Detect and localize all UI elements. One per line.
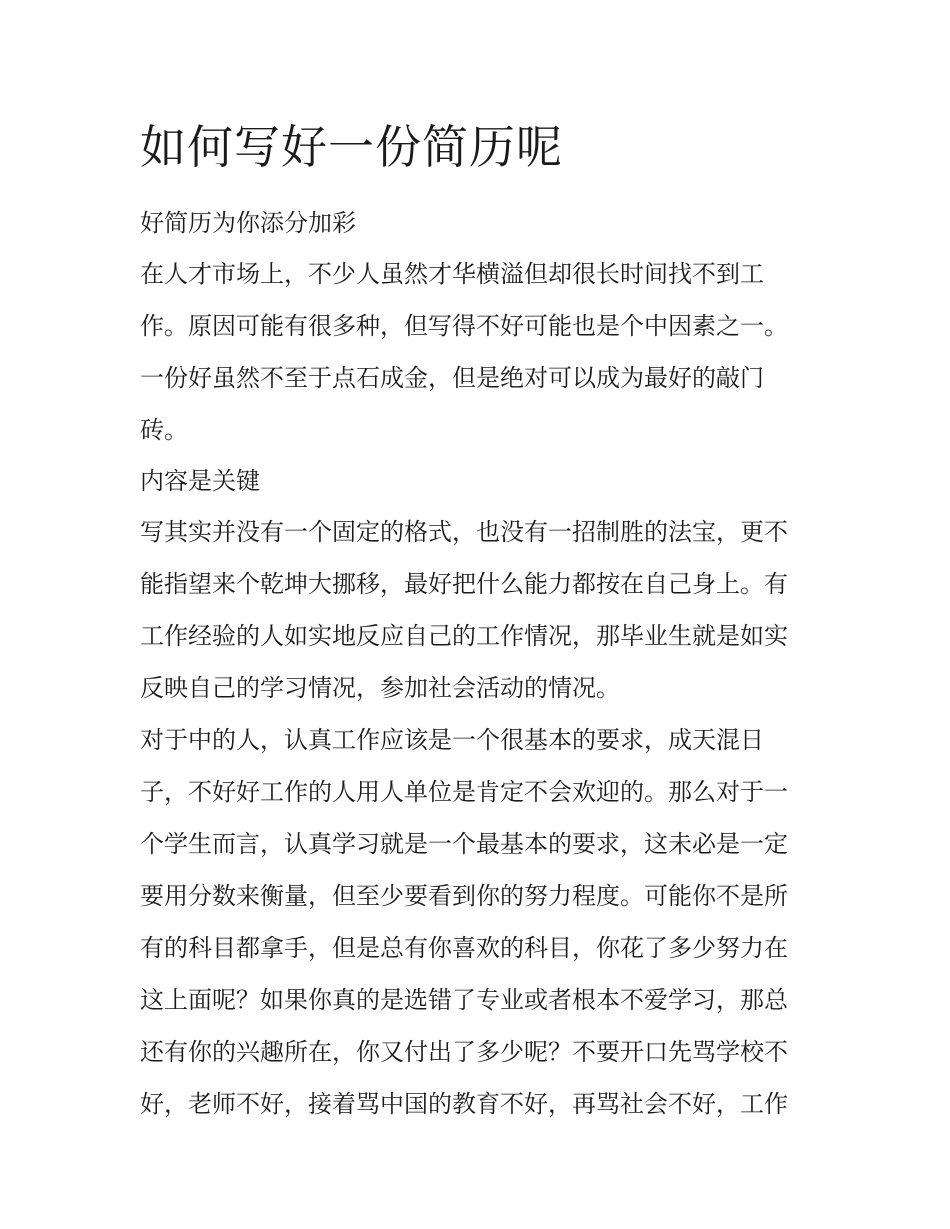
text-line: 还有你的兴趣所在，你又付出了多少呢？不要开口先骂学校不 [140, 1038, 788, 1066]
text-line: 好，老师不好，接着骂中国的教育不好，再骂社会不好，工作 [140, 1090, 788, 1118]
document-title: 如何写好一份简历呢 [140, 120, 563, 174]
text-line: 能指望来个乾坤大挪移，最好把什么能力都按在自己身上。有 [140, 570, 788, 598]
section-heading: 好简历为你添分加彩 [140, 209, 356, 237]
text-line: 作。原因可能有很多种，但写得不好可能也是个中因素之一。 [140, 312, 788, 340]
text-line: 工作经验的人如实地反应自己的工作情况，那毕业生就是如实 [140, 622, 788, 650]
paragraph [140, 714, 815, 1130]
text-line: 对于中的人，认真工作应该是一个很基本的要求，成天混日 [140, 726, 764, 754]
section-heading: 内容是关键 [140, 467, 260, 495]
text-line: 砖。 [140, 416, 188, 444]
text-line: 在人才市场上，不少人虽然才华横溢但却很长时间找不到工 [140, 260, 764, 288]
text-line: 这上面呢？如果你真的是选错了专业或者根本不爱学习，那总 [140, 986, 788, 1014]
text-line: 反映自己的学习情况，参加社会活动的情况。 [140, 674, 620, 702]
text-line: 一份好虽然不至于点石成金，但是绝对可以成为最好的敲门 [140, 364, 764, 392]
text-line: 个学生而言，认真学习就是一个最基本的要求，这未必是一定 [140, 830, 788, 858]
text-line: 要用分数来衡量，但至少要看到你的努力程度。可能你不是所 [140, 882, 788, 910]
text-line: 子，不好好工作的人用人单位是肯定不会欢迎的。那么对于一 [140, 778, 788, 806]
text-line: 有的科目都拿手，但是总有你喜欢的科目，你花了多少努力在 [140, 934, 788, 962]
paragraph [140, 506, 815, 714]
document-page [140, 112, 815, 1130]
text-line: 写其实并没有一个固定的格式，也没有一招制胜的法宝，更不 [140, 518, 788, 546]
paragraph [140, 248, 815, 456]
